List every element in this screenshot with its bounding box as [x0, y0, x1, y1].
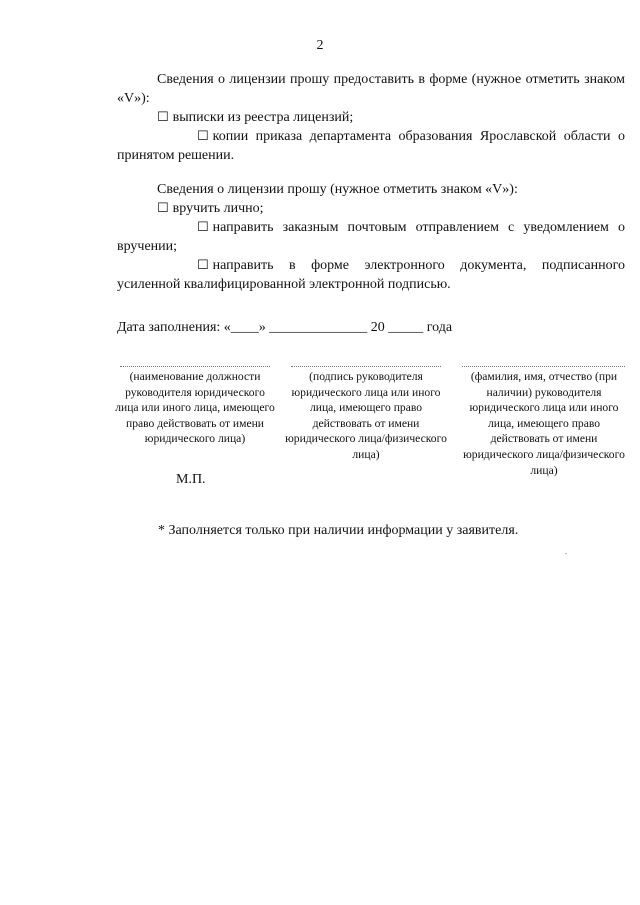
- caption-signature: (подпись руководителя юридического лица или иного лица, имеющего право действовать от имени юридического лица/физического лица): [285, 370, 447, 461]
- checkbox-icon[interactable]: ☐: [157, 110, 169, 125]
- option-label: выписки из реестра лицензий;: [172, 110, 354, 125]
- signature-line-full-name[interactable]: [462, 366, 625, 367]
- signature-line-position[interactable]: [120, 366, 270, 367]
- caption-full-name: (фамилия, имя, отчество (при наличии) руководителя юридического лица или иного лица, имеющего право действовать от имени юридического лица/физического лица): [463, 370, 625, 477]
- license-delivery-intro: Сведения о лицензии прошу (нужное отметить знаком «V»):: [157, 182, 518, 197]
- option-label: копии приказа департамента образования Ярославской области о принятом решении.: [117, 129, 625, 163]
- page-number: 2: [316, 38, 324, 53]
- option-in-person: [117, 199, 625, 218]
- checkbox-icon[interactable]: ☐: [197, 258, 209, 273]
- footnote: * Заполняется только при наличии информации у заявителя.: [158, 523, 519, 538]
- fill-date-line[interactable]: Дата заполнения: «____» ______________ 20 _____ года: [117, 320, 453, 335]
- option-electronic-document: [117, 256, 625, 294]
- option-label: вручить лично;: [172, 201, 264, 216]
- option-order-copy: [117, 127, 625, 165]
- checkbox-icon[interactable]: ☐: [197, 220, 209, 235]
- checkbox-icon[interactable]: ☐: [157, 201, 169, 216]
- option-label: направить заказным почтовым отправлением с уведомлением о вручении;: [117, 220, 625, 254]
- stamp-label: М.П.: [176, 472, 206, 487]
- option-registered-mail: [117, 218, 625, 256]
- license-form-intro: Сведения о лицензии прошу предоставить в форме (нужное отметить знаком «V»):: [117, 72, 625, 106]
- signature-line-signature[interactable]: [291, 366, 441, 367]
- option-label: направить в форме электронного документа, подписанного усиленной квалифицированной электронной подписью.: [117, 258, 625, 292]
- option-registry-extract: [117, 108, 625, 127]
- caption-position: (наименование должности руководителя юридического лица или иного лица, имеющего право действовать от имени юридического лица): [115, 370, 275, 446]
- checkbox-icon[interactable]: ☐: [197, 129, 209, 144]
- scan-speck: [565, 553, 567, 554]
